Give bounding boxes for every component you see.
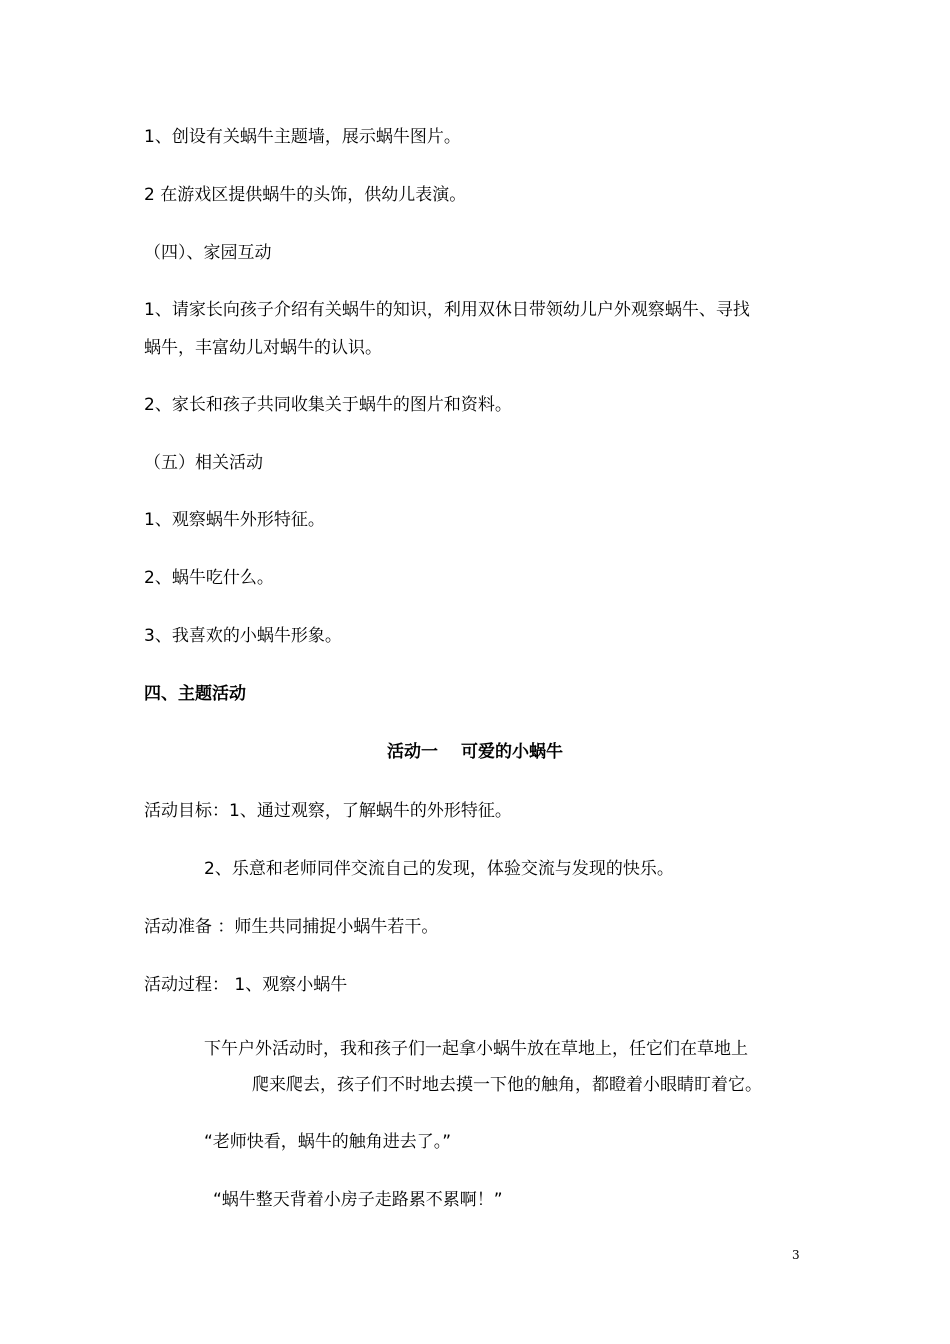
text-line: 3、我喜欢的小蜗牛形象。 (144, 626, 342, 646)
text-line: 1、观察蜗牛外形特征。 (144, 510, 325, 530)
page-number: 3 (792, 1248, 800, 1262)
text-line: 2、乐意和老师同伴交流自己的发现，体验交流与发现的快乐。 (204, 859, 674, 879)
text-line: 活动准备 ：师生共同捕捉小蜗牛若干。 (144, 917, 439, 937)
text-line: 蜗牛，丰富幼儿对蜗牛的认识。 (144, 338, 382, 358)
text-line: 1、创设有关蜗牛主题墙，展示蜗牛图片。 (144, 127, 461, 147)
text-line: 1、请家长向孩子介绍有关蜗牛的知识，利用双休日带领幼儿户外观察蜗牛、寻找 (144, 300, 750, 320)
quote-line: “老师快看，蜗牛的触角进去了。” (204, 1132, 452, 1152)
text-line: 活动目标：1、通过观察，了解蜗牛的外形特征。 (144, 801, 512, 821)
section-heading: （四）、家园互动 (144, 243, 272, 263)
section-heading: 四、主题活动 (144, 684, 246, 704)
text-line: 下午户外活动时，我和孩子们一起拿小蜗牛放在草地上，任它们在草地上 (204, 1039, 748, 1059)
text-line: 活动过程： 1、观察小蜗牛 (144, 975, 348, 995)
text-line: 2、家长和孩子共同收集关于蜗牛的图片和资料。 (144, 395, 512, 415)
text-line: 2、蜗牛吃什么。 (144, 568, 274, 588)
text-line: 爬来爬去，孩子们不时地去摸一下他的触角，都瞪着小眼睛盯着它。 (252, 1075, 762, 1095)
text-line: 2 在游戏区提供蜗牛的头饰，供幼儿表演。 (144, 185, 467, 205)
activity-title: 活动一 可爱的小蜗牛 (387, 742, 563, 762)
section-heading: （五）相关活动 (144, 453, 263, 473)
quote-line: “蜗牛整天背着小房子走路累不累啊！” (213, 1190, 503, 1210)
